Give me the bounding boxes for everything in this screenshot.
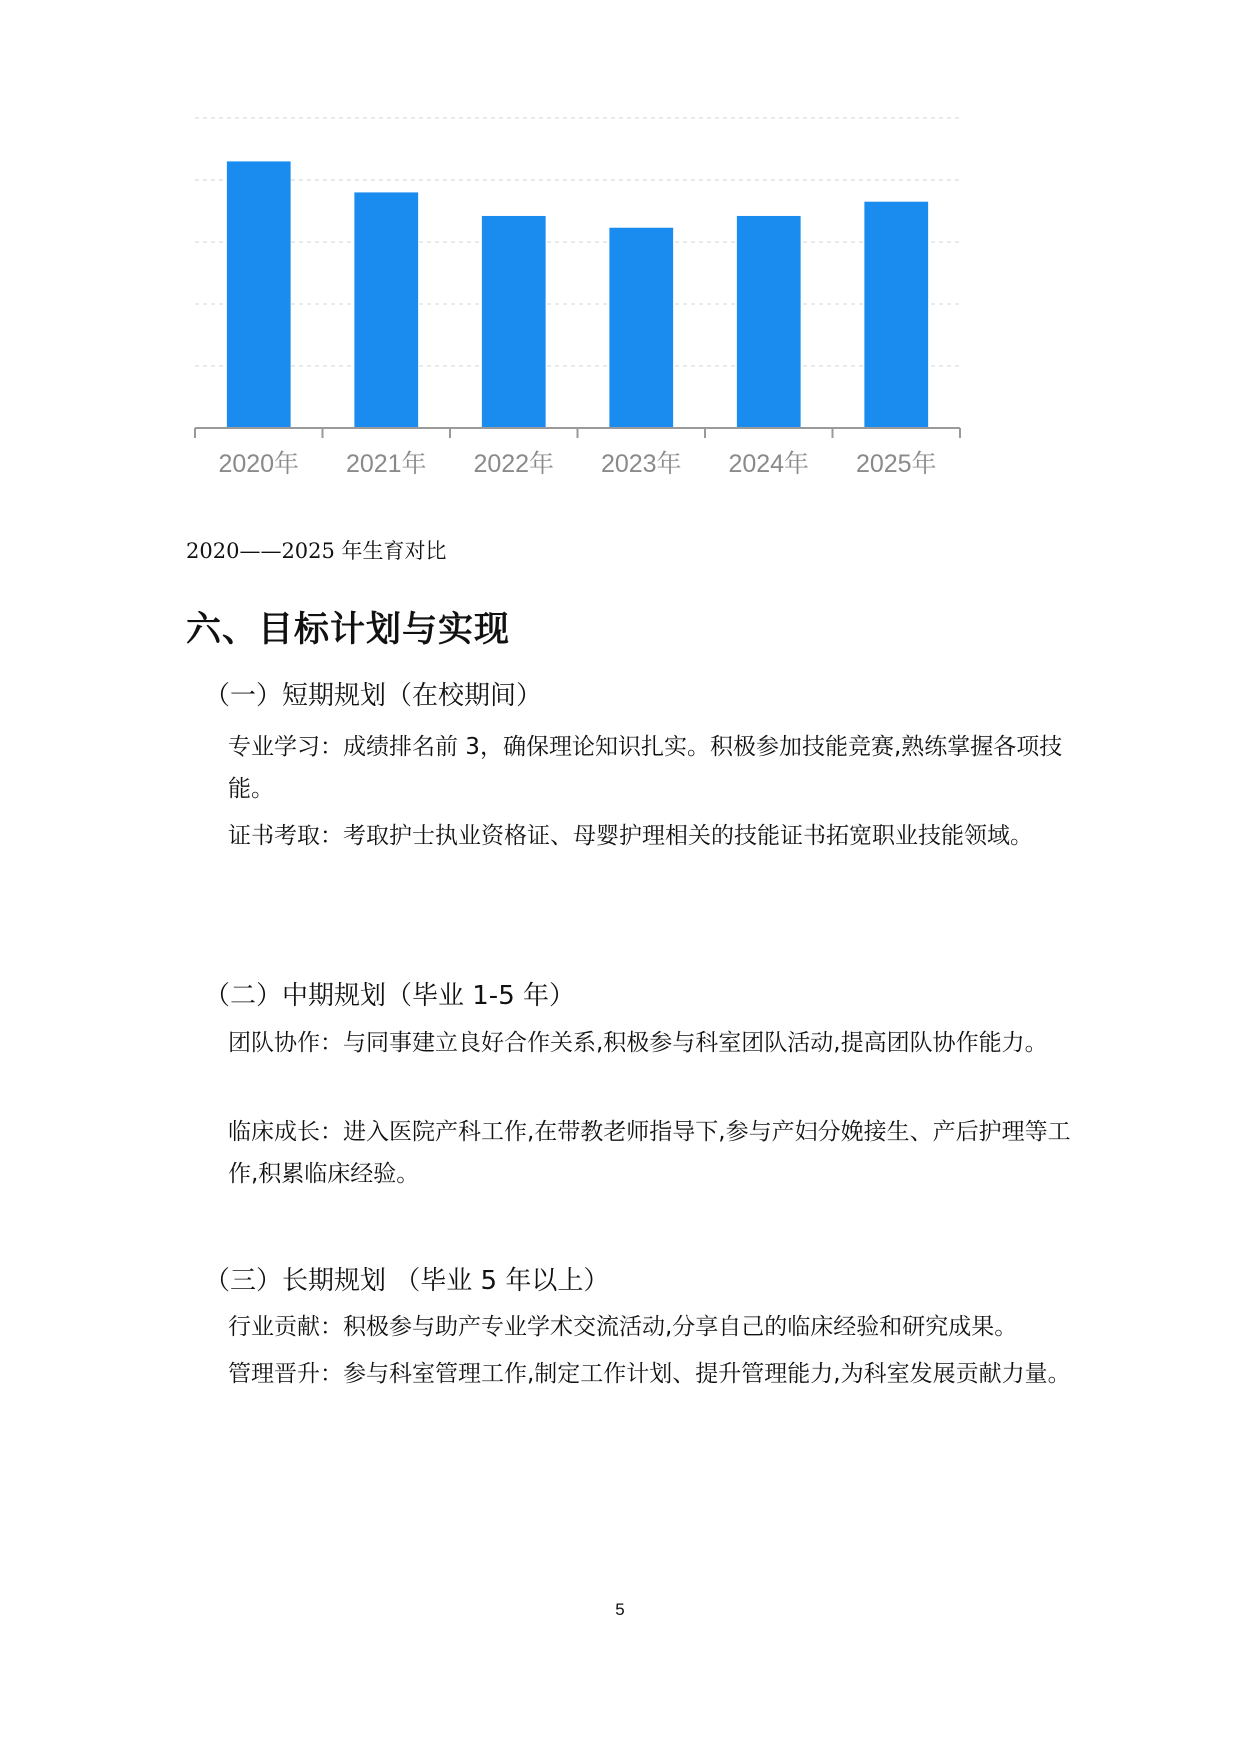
page-number: 5 xyxy=(615,1600,625,1619)
x-tick-label: 2024年 xyxy=(728,450,810,478)
short-term-item-certificate: 证书考取：考取护士执业资格证、母婴护理相关的技能证书拓宽职业技能领域。 xyxy=(228,823,1033,849)
bar xyxy=(227,161,291,428)
x-tick-label: 2021年 xyxy=(345,450,427,478)
x-tick-label: 2023年 xyxy=(600,450,682,478)
long-term-item-management: 管理晋升：参与科室管理工作,制定工作计划、提升管理能力,为科室发展贡献力量。 xyxy=(228,1361,1071,1387)
long-term-item-contribution: 行业贡献：积极参与助产专业学术交流活动,分享自己的临床经验和研究成果。 xyxy=(228,1314,1018,1340)
short-term-title: （一）短期规划（在校期间） xyxy=(204,681,543,711)
x-tick-label: 2025年 xyxy=(855,450,937,478)
x-tick-label: 2022年 xyxy=(473,450,555,478)
x-tick-label: 2020年 xyxy=(218,450,300,478)
section-title: 六、目标计划与实现 xyxy=(186,610,511,650)
mid-term-item-teamwork: 团队协作：与同事建立良好合作关系,积极参与科室团队活动,提高团队协作能力。 xyxy=(228,1030,1048,1056)
short-term-item-study: 专业学习：成绩排名前 3，确保理论知识扎实。积极参加技能竞赛,熟练掌握各项技能。 xyxy=(228,734,1063,802)
chart-caption: 2020——2025 年生育对比 xyxy=(186,539,447,563)
bar xyxy=(864,202,928,428)
bar xyxy=(737,216,801,428)
birth-comparison-bar-chart xyxy=(190,110,990,490)
bar xyxy=(354,192,418,428)
bar xyxy=(482,216,546,428)
mid-term-item-clinical: 临床成长：进入医院产科工作,在带教老师指导下,参与产妇分娩接生、产后护理等工作,积累临床经验。 xyxy=(228,1119,1071,1187)
bar xyxy=(609,228,673,428)
long-term-title: （三）长期规划 （毕业 5 年以上） xyxy=(204,1266,610,1296)
mid-term-title: （二）中期规划（毕业 1-5 年） xyxy=(204,981,575,1011)
